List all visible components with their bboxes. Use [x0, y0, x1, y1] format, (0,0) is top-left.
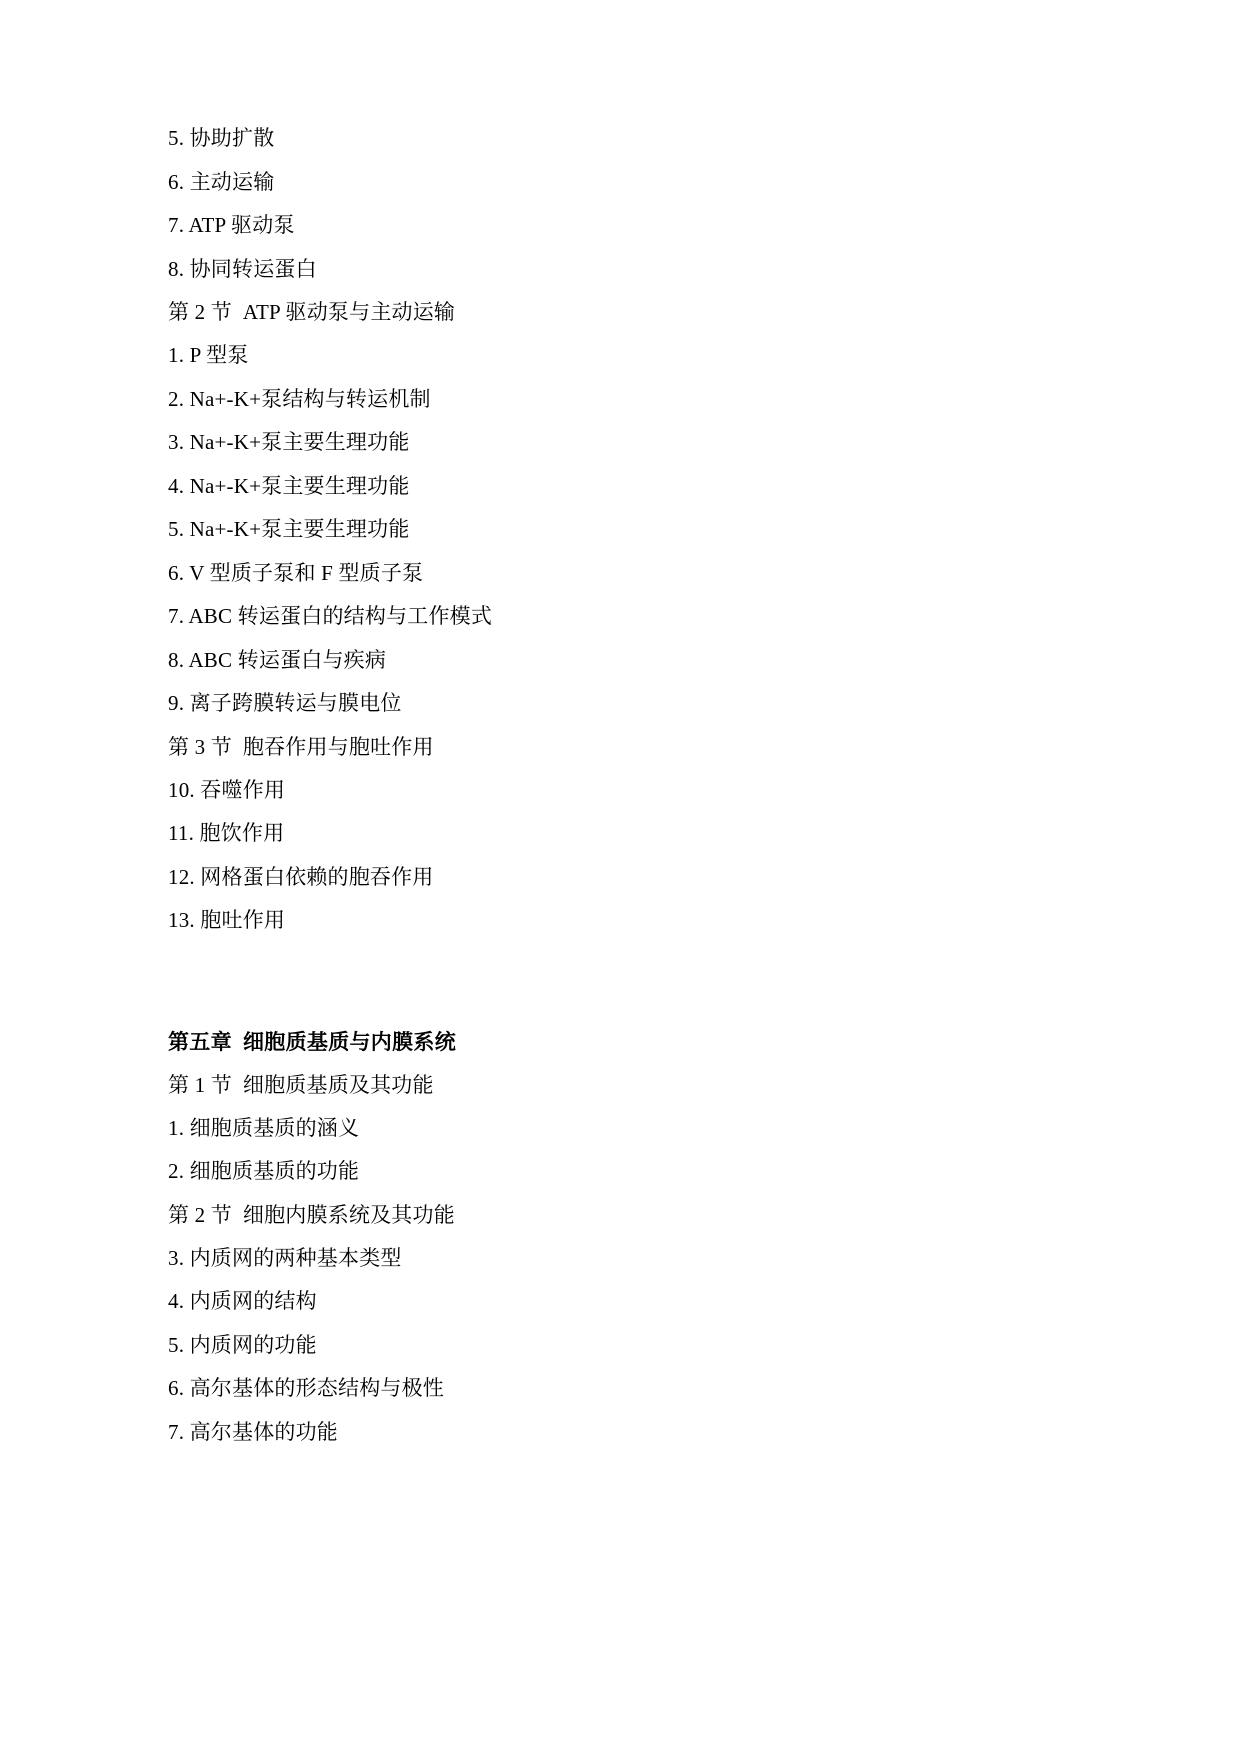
- list-item: 4. 内质网的结构: [168, 1289, 317, 1313]
- list-item: 6. 高尔基体的形态结构与极性: [168, 1376, 444, 1400]
- list-item: 8. 协同转运蛋白: [168, 256, 317, 281]
- list-item: 8. ABC 转运蛋白与疾病: [168, 647, 387, 672]
- list-item: 11. 胞饮作用: [168, 821, 285, 845]
- section-heading: 第 1 节 细胞质基质及其功能: [168, 1072, 434, 1097]
- list-item: 2. 细胞质基质的功能: [168, 1159, 360, 1183]
- list-item: 3. Na+-K+泵主要生理功能: [168, 430, 410, 454]
- list-item: 12. 网格蛋白依赖的胞吞作用: [168, 864, 434, 889]
- list-item: 9. 离子跨膜转运与膜电位: [168, 691, 402, 715]
- document-body: [168, 128, 1068, 1465]
- chapter-heading: 第五章 细胞质基质与内膜系统: [168, 1029, 456, 1054]
- section-spacer: [168, 954, 1068, 1032]
- list-item: 3. 内质网的两种基本类型: [168, 1245, 402, 1270]
- list-item: 7. ATP 驱动泵: [168, 213, 295, 237]
- section-heading: 第 3 节 胞吞作用与胞吐作用: [168, 734, 434, 759]
- list-item: 2. Na+-K+泵结构与转运机制: [168, 386, 431, 411]
- list-item: 5. 协助扩散: [168, 126, 275, 150]
- list-item: 1. 细胞质基质的涵义: [168, 1115, 360, 1140]
- list-item: 5. Na+-K+泵主要生理功能: [168, 517, 410, 541]
- list-item: 7. 高尔基体的功能: [168, 1419, 338, 1444]
- list-item: 5. 内质网的功能: [168, 1332, 317, 1357]
- list-item: 6. V 型质子泵和 F 型质子泵: [168, 560, 424, 585]
- list-item: 7. ABC 转运蛋白的结构与工作模式: [168, 604, 493, 628]
- list-item: 4. Na+-K+泵主要生理功能: [168, 473, 410, 498]
- list-item: 10. 吞噬作用: [168, 777, 286, 802]
- section-heading: 第 2 节 细胞内膜系统及其功能: [168, 1202, 455, 1227]
- list-item: 6. 主动运输: [168, 169, 275, 194]
- list-item: 1. P 型泵: [168, 343, 249, 367]
- section-heading: 第 2 节 ATP 驱动泵与主动运输: [168, 300, 456, 324]
- list-item: 13. 胞吐作用: [168, 908, 286, 932]
